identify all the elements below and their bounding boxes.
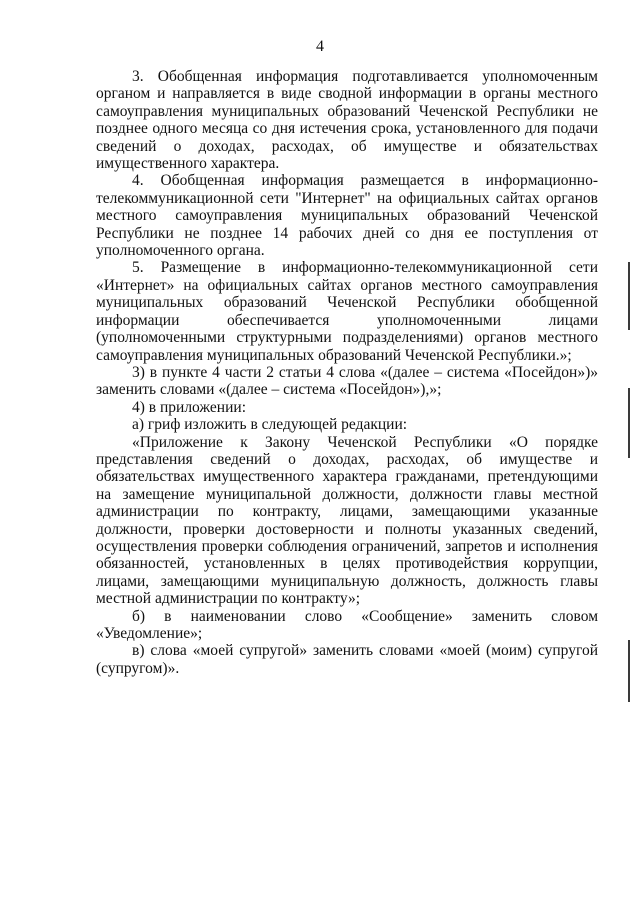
scan-edge-mark-top — [628, 262, 630, 330]
document-body — [96, 68, 598, 677]
scan-edge-mark-middle — [628, 388, 630, 458]
amendment-subitem-v: в) слова «моей супругой» заменить словами «моей (моим) супругой (супругом)». — [96, 642, 598, 677]
amendment-subitem-b: б) в наименовании слово «Сообщение» заменить словом «Уведомление»; — [96, 607, 598, 642]
page-number: 4 — [316, 38, 324, 55]
paragraph-5-placement: 5. Размещение в информационно-телекоммуникационной сети «Интернет» на официальных сайтах органов местного самоуправления муниципальных образований Чеченской Республики обобщенной информации обеспечивается уполномоченными лицами (уполномоченными структурными подразделениями) органов местного самоуправления муниципальных образований Чеченской Республики.»; — [96, 259, 598, 364]
amendment-item-4: 4) в приложении: — [132, 398, 246, 416]
amendment-item-3: 3) в пункте 4 части 2 статьи 4 слова «(далее – система «Посейдон»)» заменить словами «(далее – система «Посейдон»),»; — [96, 363, 598, 399]
paragraph-4-internet-publication: 4. Обобщенная информация размещается в информационно-телекоммуникационной сети "Интернет" на официальных сайтах органов местного самоуправления муниципальных образований Чеченской Республики не позднее 14 рабочих дней со дня ее поступления от уполномоченного органа. — [96, 172, 598, 260]
scan-edge-mark-bottom — [628, 640, 630, 702]
appendix-header-text: «Приложение к Закону Чеченской Республики «О порядке представления сведений о доходах, расходах, об имуществе и обязательствах имущественного характера гражданами, претендующими на замещение муниципальной должности, должности главы местной администрации по контракту, лицами, замещающими указанные должности, проверки достоверности и полноты указанных сведений, осуществления проверки соблюдения ограничений, запретов и исполнения обязанностей, установленных в целях противодействия коррупции, лицами, замещающими муниципальную должность, должность главы местной администрации по контракту»; — [96, 433, 598, 608]
paragraph-3-summary-info: 3. Обобщенная информация подготавливается уполномоченным органом и направляется в виде сводной информации в органы местного самоуправления муниципальных образований Чеченской Республики не позднее одного месяца со дня истечения срока, установленного для подачи сведений о доходах, расходах, об имуществе и обязательствах имущественного характера. — [96, 68, 598, 173]
amendment-subitem-a: а) гриф изложить в следующей редакции: — [132, 416, 408, 434]
